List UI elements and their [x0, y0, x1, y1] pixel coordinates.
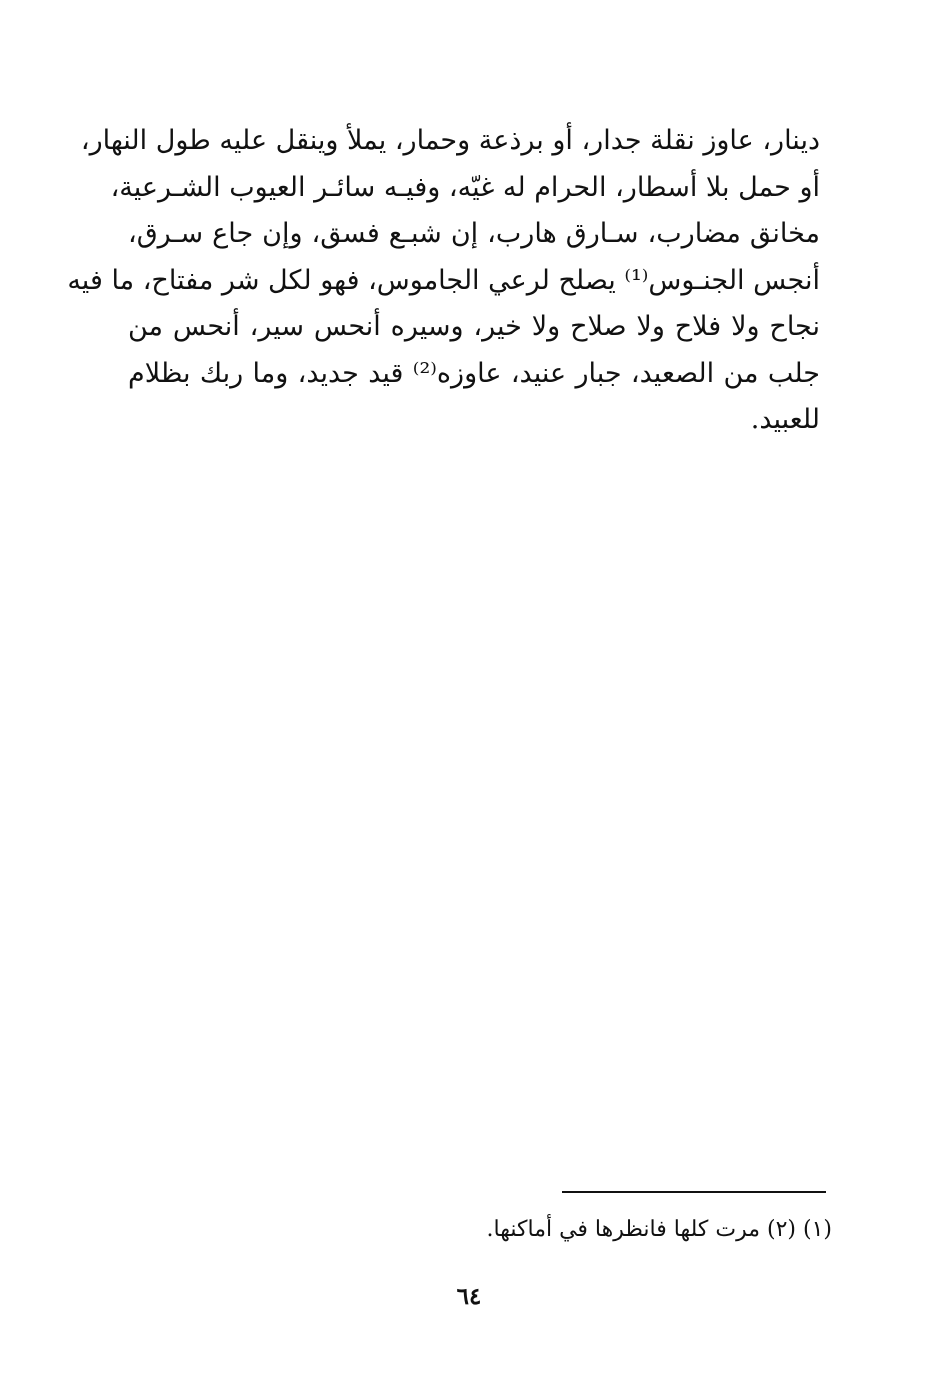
- text-line-6: جلب من الصعيد، جبار عنيد، عاوزه⁽²⁾ قيد جديد، وما ربك بظلام: [128, 357, 820, 389]
- footnote-separator: [562, 1191, 826, 1193]
- body-paragraph: [67, 118, 820, 444]
- text-line-7: للعبيد.: [750, 404, 820, 435]
- footnote: (١) (٢) مرت كلها فانظرها في أماكنها.: [486, 1217, 832, 1242]
- text-line-4: أنجس الجنـوس⁽¹⁾ يصلح لرعي الجاموس، فهو لكل شر مفتاح، ما فيه: [67, 264, 820, 296]
- text-line-3: مخانق مضارب، سـارق هارب، إن شبـع فسق، وإن جاع سـرق،: [128, 218, 820, 249]
- text-line-1: دينار، عاوز نقلة جدار، أو برذعة وحمار، يملأ وينقل عليه طول النهار،: [80, 125, 820, 156]
- text-line-2: أو حمل بلا أسطار، الحرام له غيّه، وفيـه سائـر العيوب الشـرعية،: [110, 171, 820, 203]
- page-number: ٦٤: [456, 1283, 482, 1310]
- text-line-5: نجاح ولا فلاح ولا صلاح ولا خير، وسيره أنحس سير، أنحس من: [128, 311, 820, 342]
